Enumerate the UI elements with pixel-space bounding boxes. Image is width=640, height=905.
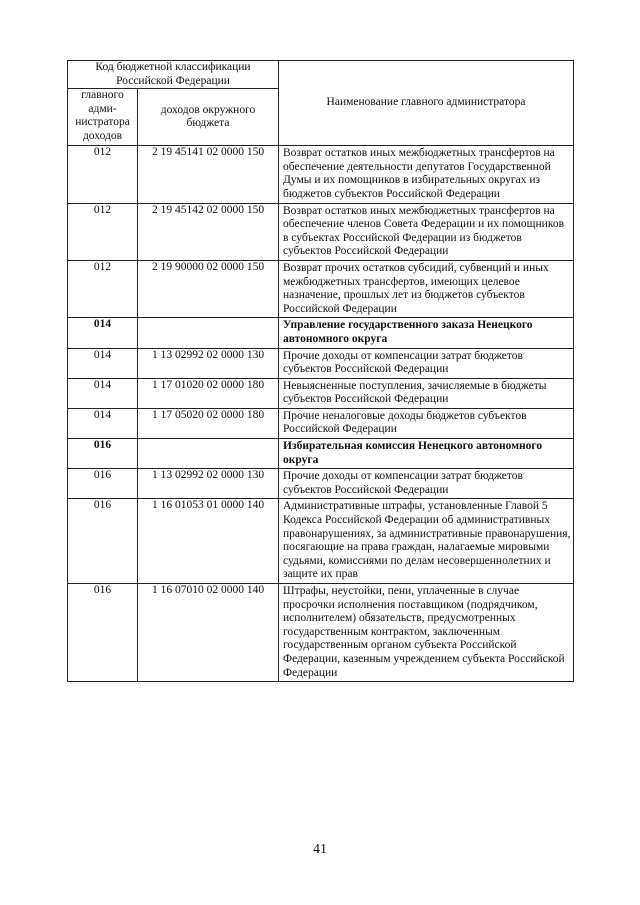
header-district-income: доходов окружного бюджета bbox=[138, 89, 279, 146]
admin-code-cell: 014 bbox=[68, 348, 138, 378]
page-number: 41 bbox=[313, 842, 327, 857]
admin-name-cell: Возврат остатков иных межбюджетных трансфертов на обеспечение членов Совета Федерации и их помощников в субъектах Российской Федерации из бюджетов субъектов Российской Федерации bbox=[279, 203, 574, 260]
income-code-cell bbox=[138, 439, 279, 469]
table-row bbox=[68, 469, 574, 499]
income-code-cell: 1 13 02992 02 0000 130 bbox=[138, 469, 279, 499]
admin-name-cell: Управление государственного заказа Ненецкого автономного округа bbox=[279, 318, 574, 348]
table-row bbox=[68, 408, 574, 438]
table-row bbox=[68, 584, 574, 682]
admin-code-cell: 012 bbox=[68, 203, 138, 260]
table-row bbox=[68, 260, 574, 317]
admin-name-cell: Невыясненные поступления, зачисляемые в бюджеты субъектов Российской Федерации bbox=[279, 378, 574, 408]
admin-code-cell: 014 bbox=[68, 408, 138, 438]
admin-code-cell: 016 bbox=[68, 584, 138, 682]
table-body bbox=[68, 146, 574, 682]
header-main-admin: главного адми-нистратора доходов bbox=[68, 89, 138, 146]
income-code-cell: 1 17 05020 02 0000 180 bbox=[138, 408, 279, 438]
admin-code-cell: 016 bbox=[68, 469, 138, 499]
income-code-cell: 2 19 45141 02 0000 150 bbox=[138, 146, 279, 203]
income-code-cell: 1 13 02992 02 0000 130 bbox=[138, 348, 279, 378]
admin-name-cell: Прочие доходы от компенсации затрат бюджетов субъектов Российской Федерации bbox=[279, 469, 574, 499]
admin-name-cell: Возврат остатков иных межбюджетных трансфертов на обеспечение деятельности депутатов Государственной Думы и их помощников в избирательных округах из бюджетов субъектов Российской Федерации bbox=[279, 146, 574, 203]
table-row bbox=[68, 318, 574, 348]
admin-code-cell: 012 bbox=[68, 260, 138, 317]
admin-code-cell: 016 bbox=[68, 439, 138, 469]
income-code-cell: 2 19 45142 02 0000 150 bbox=[138, 203, 279, 260]
admin-name-cell: Прочие доходы от компенсации затрат бюджетов субъектов Российской Федерации bbox=[279, 348, 574, 378]
table-row bbox=[68, 348, 574, 378]
admin-name-cell: Прочие неналоговые доходы бюджетов субъектов Российской Федерации bbox=[279, 408, 574, 438]
income-code-cell: 1 16 07010 02 0000 140 bbox=[138, 584, 279, 682]
table-row bbox=[68, 203, 574, 260]
table-row bbox=[68, 499, 574, 584]
admin-name-cell: Избирательная комиссия Ненецкого автономного округа bbox=[279, 439, 574, 469]
admin-code-cell: 012 bbox=[68, 146, 138, 203]
admin-name-cell: Административные штрафы, установленные Главой 5 Кодекса Российской Федерации об административных правонарушениях, за административные правонарушения, посягающие на права граждан, налагаемые мировыми судьями, комиссиями по делам несовершеннолетних и защите их прав bbox=[279, 499, 574, 584]
admin-code-cell: 014 bbox=[68, 378, 138, 408]
table-row bbox=[68, 146, 574, 203]
table-row bbox=[68, 378, 574, 408]
table-row bbox=[68, 439, 574, 469]
admin-code-cell: 016 bbox=[68, 499, 138, 584]
income-code-cell: 1 16 01053 01 0000 140 bbox=[138, 499, 279, 584]
income-code-cell: 2 19 90000 02 0000 150 bbox=[138, 260, 279, 317]
budget-classification-table bbox=[67, 60, 574, 682]
income-code-cell bbox=[138, 318, 279, 348]
header-admin-name: Наименование главного администратора bbox=[279, 61, 574, 146]
admin-name-cell: Возврат прочих остатков субсидий, субвенций и иных межбюджетных трансфертов, имеющих целевое назначение, прошлых лет из бюджетов субъектов Российской Федерации bbox=[279, 260, 574, 317]
admin-name-cell: Штрафы, неустойки, пени, уплаченные в случае просрочки исполнения поставщиком (подрядчиком, исполнителем) обязательств, предусмотренных государственным контрактом, заключенным государственным органом субъекта Российской Федерации, казенным учреждением субъекта Российской Федерации bbox=[279, 584, 574, 682]
header-group-classification: Код бюджетной классификации Российской Федерации bbox=[68, 61, 279, 89]
admin-code-cell: 014 bbox=[68, 318, 138, 348]
income-code-cell: 1 17 01020 02 0000 180 bbox=[138, 378, 279, 408]
